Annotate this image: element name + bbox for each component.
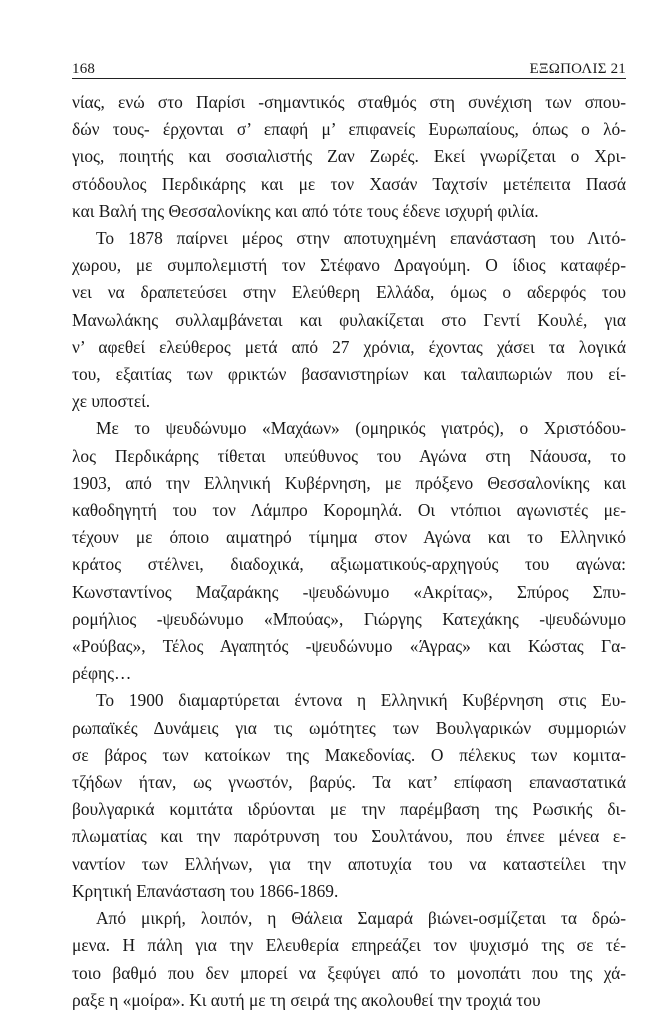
text-line: κράτος στέλνει, διαδοχικά, αξιωματικούς-αρχηγούς του αγώνα:: [72, 554, 626, 575]
paragraph: [72, 905, 626, 1014]
text-line: Μανωλάκης συλλαμβάνεται και φυλακίζεται στο Γεντί Κουλέ, για: [72, 309, 626, 330]
paragraph: [72, 225, 626, 415]
paragraph: [72, 687, 626, 905]
text-line: χωρου, με συμπολεμιστή τον Στέφανο Δραγούμη. Ο ίδιος καταφέρ-: [72, 255, 626, 276]
text-line: Το 1878 παίρνει μέρος στην αποτυχημένη επανάσταση του Λιτό-: [96, 228, 626, 249]
header-rule: [72, 78, 626, 79]
text-line: ν’ αφεθεί ελεύθερος μετά από 27 χρόνια, έχοντας χάσει τα λογικά: [72, 336, 626, 357]
text-line: σε βάρος των κατοίκων της Μακεδονίας. Ο πέλεκυς των κομιτα-: [72, 744, 626, 765]
text-line: Κωνσταντίνος Μαζαράκης -ψευδώνυμο «Ακρίτας», Σπύρος Σπυ-: [72, 581, 626, 602]
text-line: ρομήλιος -ψευδώνυμο «Μπούας», Γιώργης Κατεχάκης -ψευδώνυμο: [72, 608, 626, 629]
body-text: [72, 89, 626, 1014]
text-line: τοιο βαθμό που δεν μπορεί να ξεφύγει από το μονοπάτι που της χά-: [72, 962, 626, 983]
text-line: «Ρούβας», Τέλος Αγαπητός -ψευδώνυμο «Άγρας» και Κώστας Γα-: [72, 636, 626, 657]
text-line: τζήδων ήταν, ως γνωστόν, βαρύς. Τα κατ’ επίφαση επαναστατικά: [72, 772, 626, 793]
text-line: Με το ψευδώνυμο «Μαχάων» (ομηρικός γιατρός), ο Χριστόδου-: [96, 418, 626, 439]
text-line: καθοδηγητή του τον Λάμπρο Κορομηλά. Οι ντόπιοι αγωνιστές με-: [72, 500, 626, 521]
text-line: μενα. Η πάλη για την Ελευθερία επηρεάζει τον ψυχισμό της σε τέ-: [72, 935, 626, 956]
text-line: πλωματίας και την παρότρυνση του Σουλτάνου, που έπνεε μένεα ε-: [72, 826, 626, 847]
text-line: λος Περδικάρης τίθεται υπεύθυνος του Αγώνα στη Νάουσα, το: [72, 445, 626, 466]
page-header: [72, 56, 626, 78]
text-line: ραξε η «μοίρα». Κι αυτή με τη σειρά της ακολουθεί την τροχιά του: [72, 989, 541, 1010]
text-line: νει να δραπετεύσει στην Ελεύθερη Ελλάδα, όμως ο αδερφός του: [72, 282, 626, 303]
paragraph: [72, 89, 626, 225]
text-line: γιος, ποιητής και σοσιαλιστής Ζαν Ζωρές. Εκεί γνωρίζεται ο Χρι-: [72, 146, 626, 167]
text-line: ναντίον των Ελλήνων, για την αποτυχία του να καταστείλει την: [72, 853, 626, 874]
text-line: στόδουλος Περδικάρης και με τον Χασάν Ταχτσίν μετέπειτα Πασά: [72, 173, 626, 194]
paragraph: [72, 415, 626, 687]
text-line: δών τους- έρχονται σ’ επαφή μ’ επιφανείς Ευρωπαίους, όπως ο λό-: [72, 119, 626, 140]
text-line: νίας, ενώ στο Παρίσι -σημαντικός σταθμός στη συνέχιση των σπου-: [72, 92, 626, 112]
text-line: τέχουν με όποιο αιματηρό τίμημα στον Αγώνα και το Ελληνικό: [72, 527, 626, 548]
text-line: 1903, από την Ελληνική Κυβέρνηση, με πρόξενο Θεσσαλονίκης και: [72, 472, 626, 493]
text-line: και Βαλή της Θεσσαλονίκης και από τότε τους έδενε ισχυρή φιλία.: [72, 200, 539, 221]
text-line: Το 1900 διαμαρτύρεται έντονα η Ελληνική Κυβέρνηση στις Ευ-: [96, 690, 626, 711]
text-line: χε υποστεί.: [72, 391, 151, 412]
text-line: Από μικρή, λοιπόν, η Θάλεια Σαμαρά βιώνει-οσμίζεται τα δρώ-: [96, 908, 626, 929]
running-title: ΕΞΩΠΟΛΙΣ 21: [529, 61, 626, 77]
text-line: Κρητική Επανάσταση του 1866-1869.: [72, 880, 339, 901]
text-line: του, εξαιτίας των φρικτών βασανιστηρίων και ταλαιπωριών που εί-: [72, 364, 626, 385]
text-line: ρέφης…: [72, 663, 132, 684]
text-line: ρωπαϊκές Δυνάμεις για τις ωμότητες των Βουλγαρικών συμμοριών: [72, 717, 626, 738]
page-number: 168: [72, 61, 96, 77]
text-line: βουλγαρικά κομιτάτα ιδρύονται με την παρέμβαση της Ρωσικής δι-: [72, 799, 626, 820]
